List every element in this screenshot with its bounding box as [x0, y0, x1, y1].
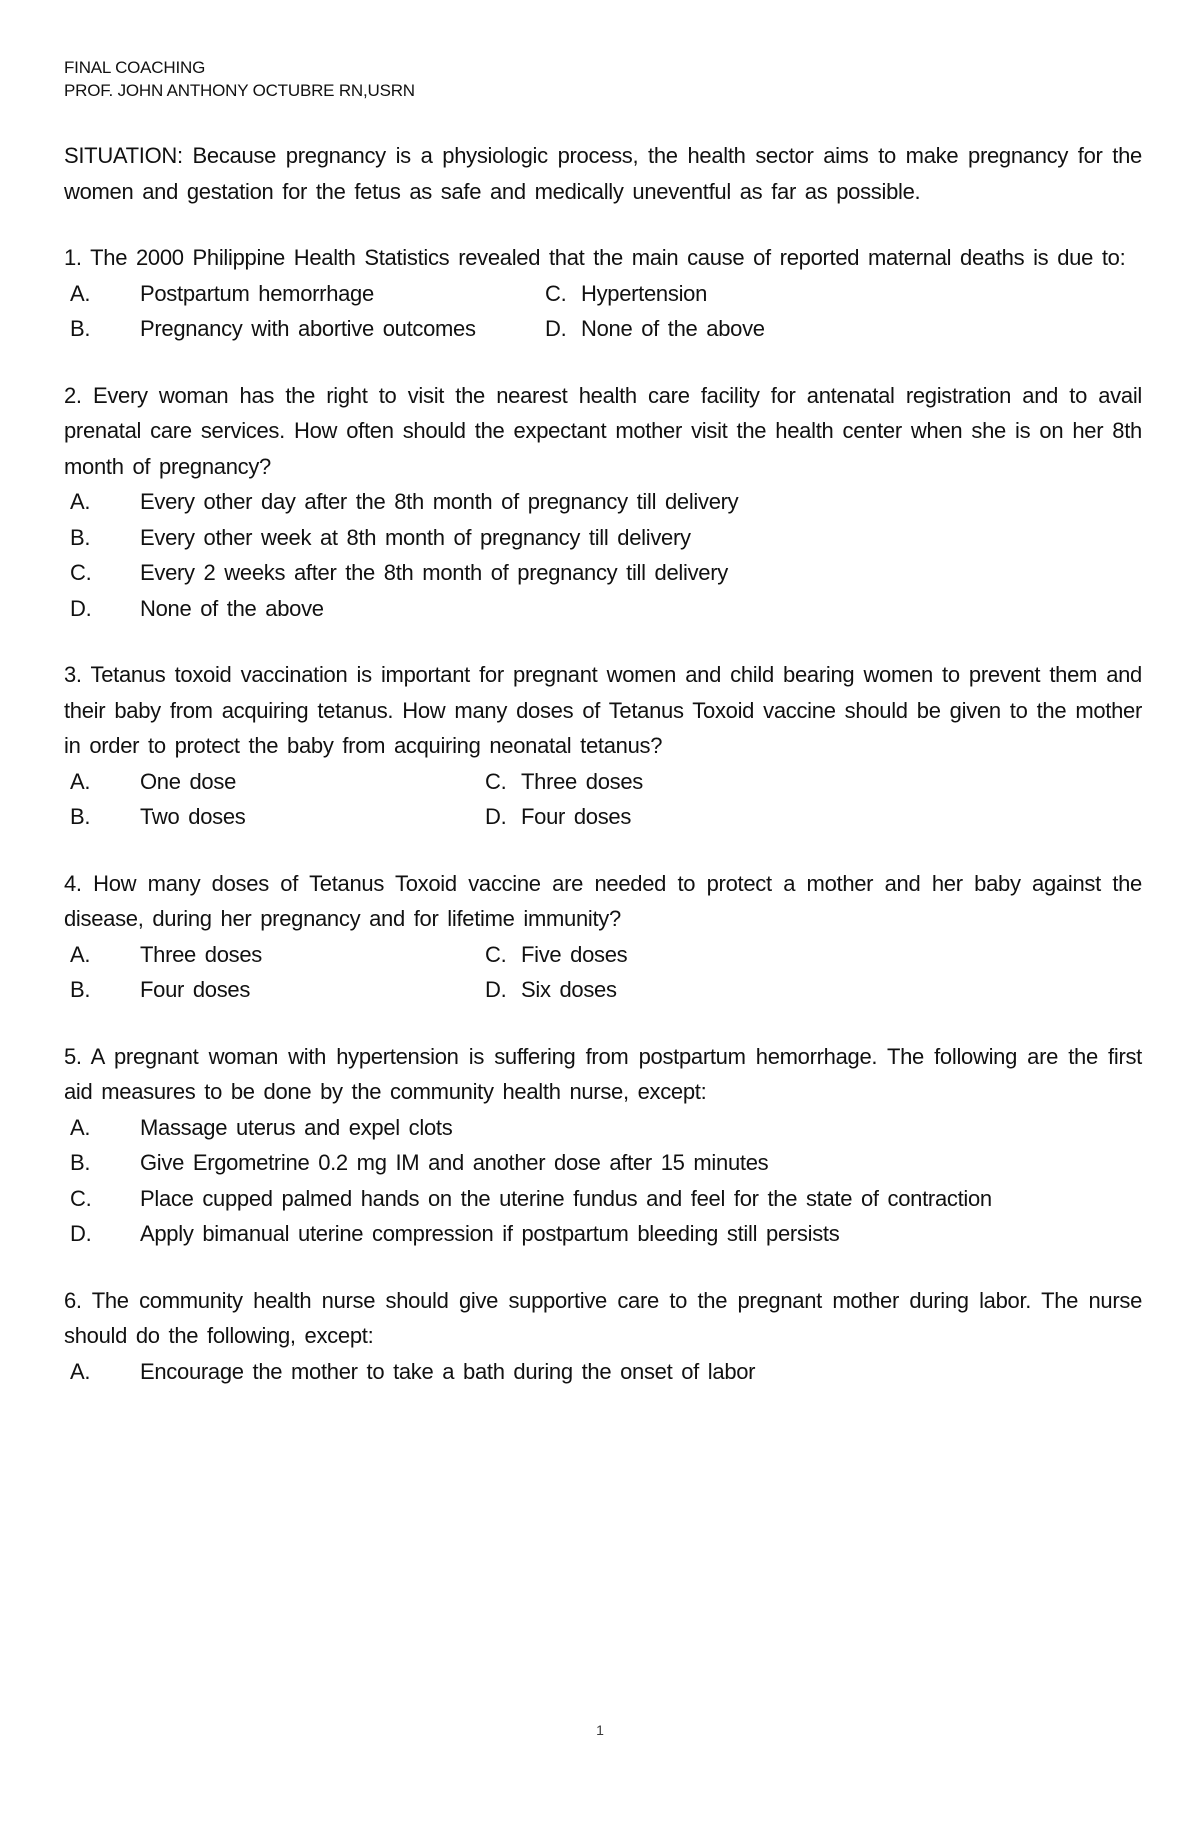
option-text: Give Ergometrine 0.2 mg IM and another dose after 15 minutes — [140, 1150, 769, 1175]
header-course-title: FINAL COACHING — [64, 58, 206, 77]
option-letter: A. — [70, 489, 91, 514]
question-1-text: 1. The 2000 Philippine Health Statistics revealed that the main cause of reported maternal deaths is due to: — [64, 245, 1126, 270]
situation-paragraph: SITUATION: Because pregnancy is a physiologic process, the health sector aims to make pregnancy for the women and gestation for the fetus as safe and medically uneventful as far as possible. — [64, 143, 1142, 204]
option-letter: A. — [70, 1358, 91, 1384]
option-letter: D. — [485, 804, 507, 829]
option-row — [70, 1110, 1142, 1146]
option-text: Three doses — [140, 941, 262, 967]
option-letter: C. — [485, 768, 507, 794]
option-row — [70, 311, 1142, 347]
option-row — [70, 972, 1142, 1008]
question-6 — [64, 1283, 1142, 1390]
option-text: One dose — [140, 768, 237, 794]
option-letter: D. — [70, 1221, 92, 1246]
option-letter: C. — [70, 1185, 92, 1211]
question-3 — [64, 657, 1142, 835]
option-row — [70, 937, 1142, 973]
option-row — [70, 555, 1142, 591]
question-5-text: 5. A pregnant woman with hypertension is suffering from postpartum hemorrhage. The following are the first aid measures to be done by the community health nurse, except: — [64, 1043, 1142, 1104]
option-row — [70, 764, 1142, 800]
question-4-options — [64, 937, 1142, 1008]
question-6-options — [64, 1354, 1142, 1390]
question-2-text: 2. Every woman has the right to visit the nearest health care facility for antenatal registration and to avail prenatal care services. How often should the expectant mother visit the health center when she is on her 8th month of pregnancy? — [64, 382, 1142, 479]
document-header — [64, 56, 1142, 102]
option-text: Six doses — [521, 977, 617, 1002]
question-3-text: 3. Tetanus toxoid vaccination is important for pregnant women and child bearing women to prevent them and their baby from acquiring tetanus. How many doses of Tetanus Toxoid vaccine should be given to the mother in order to protect the baby from acquiring neonatal tetanus? — [64, 662, 1142, 758]
option-text: Five doses — [521, 941, 628, 967]
option-text: Massage uterus and expel clots — [140, 1114, 453, 1140]
option-text: Four doses — [140, 977, 251, 1002]
option-letter: C. — [545, 280, 567, 306]
option-row — [70, 1181, 1142, 1217]
question-2 — [64, 378, 1142, 627]
option-text: Place cupped palmed hands on the uterine fundus and feel for the state of contraction — [140, 1185, 992, 1211]
question-4-text: 4. How many doses of Tetanus Toxoid vaccine are needed to protect a mother and her baby against the disease, during her pregnancy and for lifetime immunity? — [64, 870, 1142, 931]
question-2-options — [64, 484, 1142, 626]
option-letter: B. — [70, 1150, 91, 1175]
option-letter: C. — [70, 560, 92, 585]
page-number: 1 — [596, 1722, 604, 1738]
option-row — [70, 520, 1142, 556]
question-5-options — [64, 1110, 1142, 1252]
option-text: Postpartum hemorrhage — [140, 280, 374, 306]
option-row — [70, 799, 1142, 835]
option-letter: A. — [70, 941, 91, 967]
option-letter: A. — [70, 768, 91, 794]
option-text: Every other day after the 8th month of pregnancy till delivery — [140, 489, 739, 514]
option-letter: A. — [70, 280, 91, 306]
option-letter: B. — [70, 316, 91, 341]
question-3-options — [64, 764, 1142, 835]
option-row — [70, 276, 1142, 312]
option-letter: A. — [70, 1114, 91, 1140]
option-text: Two doses — [140, 804, 246, 829]
option-letter: B. — [70, 804, 91, 829]
option-letter: D. — [485, 977, 507, 1002]
question-4 — [64, 866, 1142, 1008]
option-text: Every other week at 8th month of pregnancy till delivery — [140, 524, 691, 550]
question-6-text: 6. The community health nurse should give supportive care to the pregnant mother during labor. The nurse should do the following, except: — [64, 1287, 1142, 1348]
option-row — [70, 1216, 1142, 1252]
option-text: Hypertension — [581, 280, 708, 306]
option-letter: C. — [485, 941, 507, 967]
option-row — [70, 484, 1142, 520]
option-text: Encourage the mother to take a bath during the onset of labor — [140, 1358, 756, 1384]
header-professor-name: PROF. JOHN ANTHONY OCTUBRE RN,USRN — [64, 81, 415, 100]
option-letter: B. — [70, 977, 91, 1002]
option-letter: D. — [545, 316, 567, 341]
option-letter: B. — [70, 524, 91, 550]
option-text: Every 2 weeks after the 8th month of pregnancy till delivery — [140, 560, 728, 585]
option-text: Pregnancy with abortive outcomes — [140, 316, 476, 341]
option-text: Three doses — [521, 768, 643, 794]
question-1 — [64, 240, 1142, 347]
option-text: None of the above — [581, 316, 765, 341]
option-row — [70, 1145, 1142, 1181]
question-5 — [64, 1039, 1142, 1252]
option-row — [70, 1354, 1142, 1390]
option-text: Apply bimanual uterine compression if postpartum bleeding still persists — [140, 1221, 840, 1246]
option-text: None of the above — [140, 595, 324, 621]
option-text: Four doses — [521, 804, 632, 829]
option-row — [70, 591, 1142, 627]
option-letter: D. — [70, 595, 92, 621]
question-1-options — [64, 276, 1142, 347]
